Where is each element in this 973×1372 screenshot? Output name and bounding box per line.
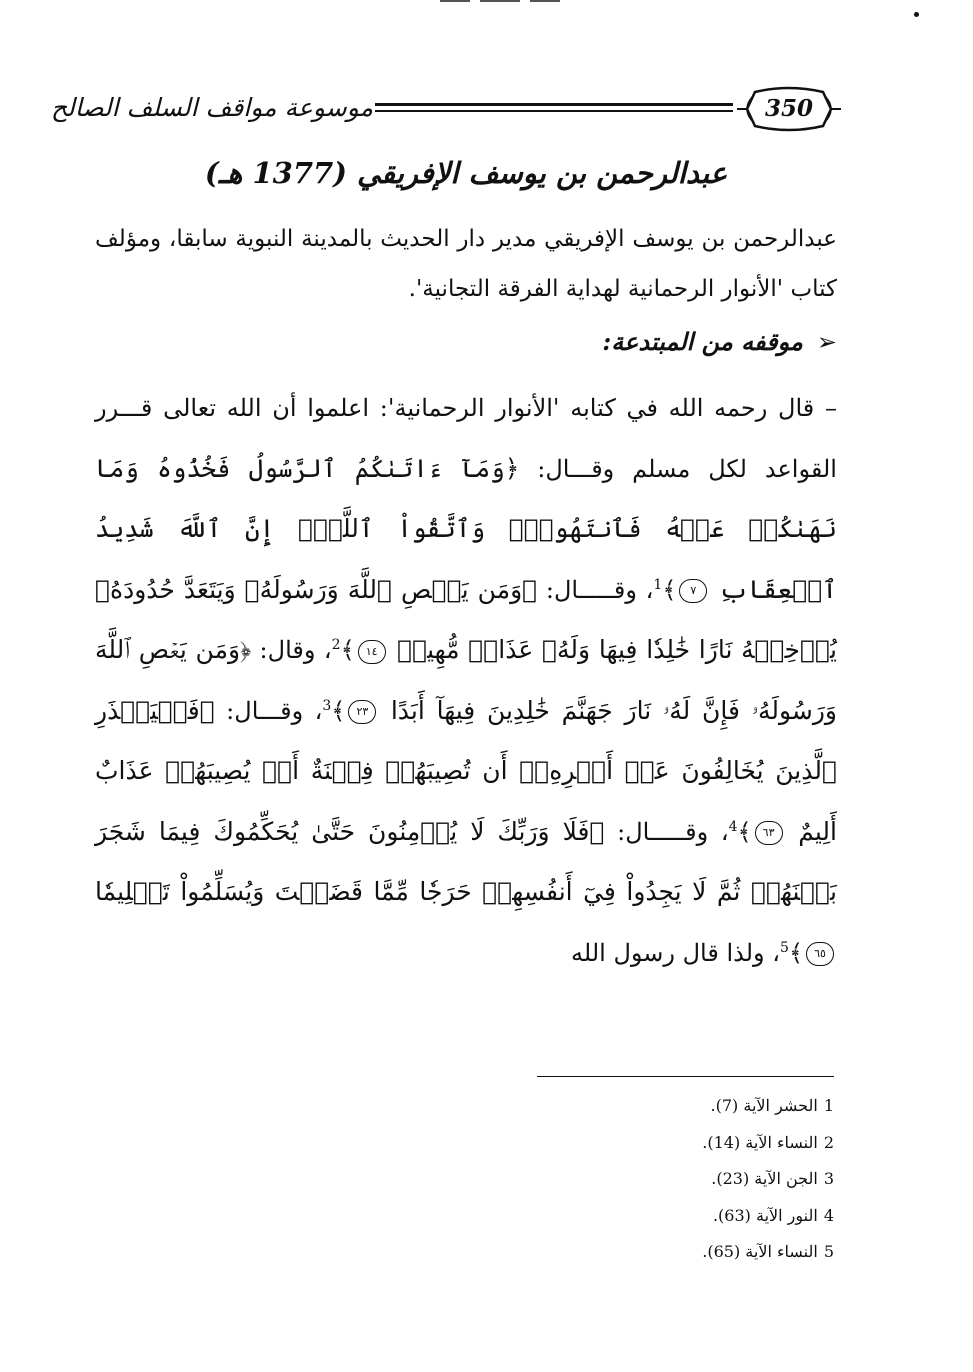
footnote-text: الجن الآية (23). — [711, 1169, 818, 1188]
header-rule — [375, 103, 733, 115]
page-header — [50, 82, 845, 138]
aya-number-icon: ٦٥ — [806, 942, 834, 966]
footnote-text: النساء الآية (65). — [702, 1242, 818, 1261]
footnote-ref[interactable]: 2 — [331, 637, 341, 653]
page-number: 350 — [764, 95, 813, 122]
page-number-frame — [733, 82, 845, 136]
footnote-text: الحشر الآية (7). — [710, 1096, 818, 1115]
body-paragraph: – قال رحمه الله في كتابه 'الأنوار الرحمانية': اعلموا أن الله تعالى قـــرر القواعد لكل مسلم وقـــال: ﴿وَمَآ ءَاتَىٰكُمُ ٱلرَّسُولُ فَخُذُوهُ وَمَا نَهَىٰكُمۡ عَنۡهُ فَٱنتَهُواْۚ وَٱتَّقُواْ ٱللَّهَۖ إِنَّ ٱللَّهَ شَدِيدُ ٱلۡعِقَابِ ٧﴾$^1$، وقـــــال: ﴿وَمَن يَعۡصِ ٱللَّهَ وَرَسُولَهُۥ وَيَتَعَدَّ حُدُودَهُۥ يُدۡخِلۡهُ نَارًا خَٰلِدٗا فِيهَا وَلَهُۥ عَذَابٞ مُّهِينٞ ١٤﴾$^2$، وقال: ﴿وَمَن يَعۡصِ ٱللَّهَ وَرَسُولَهُۥ فَإِنَّ لَهُۥ نَارَ جَهَنَّمَ خَٰلِدِينَ فِيهَآ أَبَدًا ٢٣﴾$^3$، وقـــال: ﴿فَلۡيَحۡذَرِ ٱلَّذِينَ يُخَالِفُونَ عَنۡ أَمۡرِهِۦٓ أَن تُصِيبَهُمۡ فِتۡنَةٌ أَوۡ يُصِيبَهُمۡ عَذَابٌ أَلِيمٌ ٦٣﴾$^4$، وقـــــال: ﴿فَلَا وَرَبِّكَ لَا يُؤۡمِنُونَ حَتَّىٰ يُحَكِّمُوكَ فِيمَا شَجَرَ بَيۡنَهُمۡ ثُمَّ لَا يَجِدُواْ فِيٓ أَنفُسِهِمۡ حَرَجٗا مِّمَّا قَضَيۡتَ وَيُسَلِّمُواْ تَسۡلِيمٗا ٦٥﴾$^5$، ولذا قال رسول الله — [95, 394, 837, 967]
body-text: ، وقـــــال: — [617, 817, 729, 846]
top-edge-mark — [440, 0, 590, 3]
footnote-ref[interactable]: 4 — [728, 818, 738, 835]
body-text: ، ولذا قال رسول الله — [571, 938, 781, 967]
quran-verse: ﴿فَلۡيَحۡذَرِ ٱلَّذِينَ يُخَالِفُونَ عَنۡ أَمۡرِهِۦٓ أَن تُصِيبَهُمۡ فِتۡنَةٌ أَوۡ يُصِيبَهُمۡ عَذَابٌ أَلِيمٌ — [95, 695, 837, 846]
footnote-ref[interactable]: 5 — [780, 939, 789, 956]
section-subheading — [95, 322, 837, 362]
quran-verse: ﴿وَمَن يَعۡصِ ٱللَّهَ وَرَسُولَهُۥ فَإِنَّ لَهُۥ نَارَ جَهَنَّمَ خَٰلِدِينَ فِيهَآ أَبَدًا — [95, 635, 837, 725]
body-text: ، وقال: — [259, 636, 332, 664]
footnote-number: 2 — [823, 1132, 834, 1152]
footnotes — [537, 1088, 834, 1271]
aya-number-icon: ٢٣ — [348, 700, 376, 724]
footnote — [537, 1234, 834, 1271]
footnote-text: النساء الآية (14). — [702, 1132, 818, 1152]
body-text: ، وقـــال: — [226, 696, 323, 725]
footnote — [537, 1161, 834, 1198]
footnote-separator — [537, 1076, 834, 1077]
aya-number-icon: ٦٣ — [755, 821, 783, 845]
footnote — [537, 1088, 834, 1125]
margin-dot — [914, 12, 919, 17]
footnote — [537, 1125, 834, 1162]
footnote-number: 3 — [823, 1169, 834, 1188]
aya-number-icon: ٧ — [679, 579, 707, 603]
aya-number-icon: ١٤ — [358, 640, 386, 664]
footnote — [537, 1198, 834, 1235]
subheading-text: موقفه من المبتدعة: — [602, 327, 803, 356]
body-text: – قال رحمه الله في كتابه 'الأنوار الرحمانية': اعلموا أن الله تعالى قـــرر القواعد لكل مسلم وقـــال: — [95, 394, 837, 483]
quran-verse: ﴿وَمَآ ءَاتَىٰكُمُ ٱلرَّسُولُ فَخُذُوهُ وَمَا نَهَىٰكُمۡ عَنۡهُ فَٱنتَهُواْۚ وَٱتَّقُواْ ٱللَّهَۖ إِنَّ ٱللَّهَ شَدِيدُ ٱلۡعِقَابِ — [95, 453, 837, 604]
footnote-text: النور الآية (63). — [712, 1205, 818, 1225]
quran-verse: ﴿وَمَن يَعۡصِ ٱللَّهَ وَرَسُولَهُۥ وَيَتَعَدَّ حُدُودَهُۥ يُدۡخِلۡهُ نَارًا خَٰلِدٗا فِيهَا وَلَهُۥ عَذَابٞ مُّهِينٞ — [95, 574, 837, 664]
footnote-number: 5 — [823, 1242, 834, 1261]
entry-title: عبدالرحمن بن يوسف الإفريقي (1377 هـ) — [204, 156, 728, 190]
series-title: موسوعة مواقف السلف الصالح — [50, 93, 373, 122]
biography-paragraph: عبدالرحمن بن يوسف الإفريقي مدير دار الحديث بالمدينة النبوية سابقا، ومؤلف كتاب 'الأنوار الرحمانية لهداية الفرقة التجانية'. — [95, 226, 837, 302]
body-text: ، وقـــــال: — [545, 575, 654, 604]
arrow-bullet-icon: ➢ — [816, 328, 837, 356]
quran-verse: ﴿فَلَا وَرَبِّكَ لَا يُؤۡمِنُونَ حَتَّىٰ يُحَكِّمُوكَ فِيمَا شَجَرَ بَيۡنَهُمۡ ثُمَّ لَا يَجِدُواْ فِيٓ أَنفُسِهِمۡ حَرَجٗا مِّمَّا قَضَيۡتَ وَيُسَلِّمُواْ تَسۡلِيمٗا — [95, 816, 837, 906]
footnote-number: 4 — [823, 1205, 834, 1225]
footnote-number: 1 — [823, 1096, 834, 1115]
footnote-ref[interactable]: 1 — [653, 576, 663, 593]
footnote-ref[interactable]: 3 — [322, 697, 332, 714]
